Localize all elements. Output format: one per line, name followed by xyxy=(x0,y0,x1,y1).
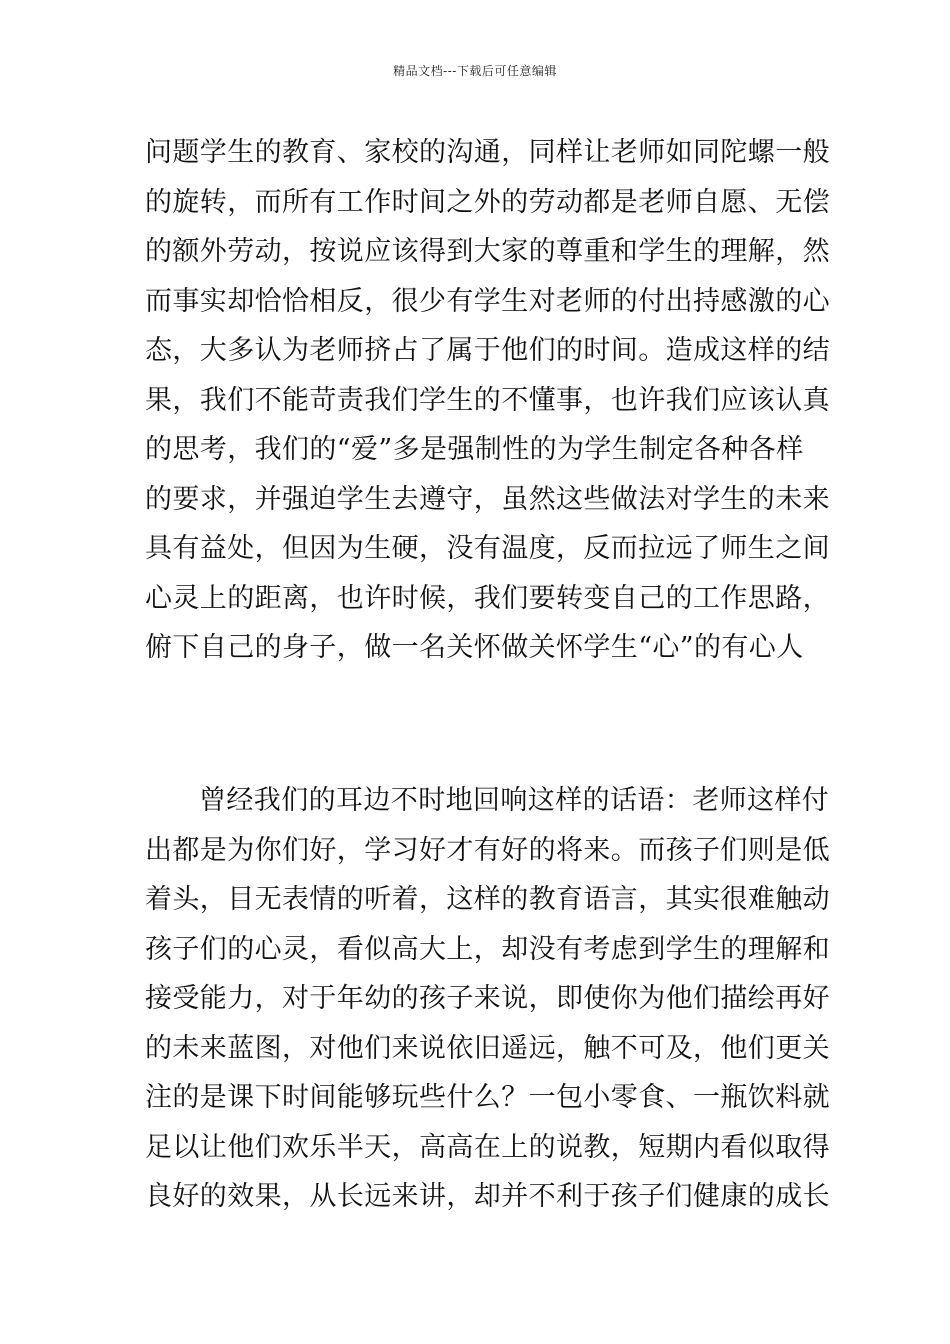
paragraph-line: 的思考，我们的“爱”多是强制性的为学生制定各种各样 xyxy=(145,434,804,465)
paragraph-line: 曾经我们的耳边不时地回响这样的话语：老师这样付 xyxy=(199,785,830,816)
paragraph-line: 问题学生的教育、家校的沟通，同样让老师如同陀螺一般 xyxy=(145,137,830,168)
paragraph-line: 态，大多认为老师挤占了属于他们的时间。造成这样的结 xyxy=(145,335,830,366)
paragraph-line: 足以让他们欢乐半天，高高在上的说教，短期内看似取得 xyxy=(145,1131,830,1163)
paragraph-1 xyxy=(145,128,830,673)
paragraph-line: 注的是课下时间能够玩些什么？一包小零食、一瓶饮料就 xyxy=(145,1082,830,1113)
paragraph-line: 着头，目无表情的听着，这样的教育语言，其实很难触动 xyxy=(145,884,830,915)
paragraph-line: 而事实却恰恰相反，很少有学生对老师的付出持感激的心 xyxy=(145,285,830,317)
paragraph-line: 孩子们的心灵，看似高大上，却没有考虑到学生的理解和 xyxy=(145,933,830,965)
paragraph-line: 出都是为你们好，学习好才有好的将来。而孩子们则是低 xyxy=(145,834,830,866)
paragraph-line: 的旋转，而所有工作时间之外的劳动都是老师自愿、无偿 xyxy=(145,186,830,218)
paragraph-line: 良好的效果，从长远来讲，却并不利于孩子们健康的成长 xyxy=(145,1181,830,1212)
paragraph-line: 具有益处，但因为生硬，没有温度，反而拉远了师生之间 xyxy=(145,533,830,564)
paragraph-line: 心灵上的距离，也许时候，我们要转变自己的工作思路， xyxy=(145,582,830,614)
page-header: 精品文档---下载后可任意编辑 xyxy=(393,64,557,78)
paragraph-line: 的未来蓝图，对他们来说依旧遥远，触不可及，他们更关 xyxy=(145,1032,830,1064)
paragraph-line: 俯下自己的身子，做一名关怀做关怀学生“心”的有心人 xyxy=(145,632,804,663)
paragraph-line: 的额外劳动，按说应该得到大家的尊重和学生的理解，然 xyxy=(145,236,830,267)
paragraph-2 xyxy=(145,776,830,1222)
paragraph-line: 的要求，并强迫学生去遵守，虽然这些做法对学生的未来 xyxy=(145,483,830,515)
paragraph-line: 果，我们不能苛责我们学生的不懂事，也许我们应该认真 xyxy=(145,384,830,416)
paragraph-line: 接受能力，对于年幼的孩子来说，即使你为他们描绘再好 xyxy=(145,983,830,1014)
